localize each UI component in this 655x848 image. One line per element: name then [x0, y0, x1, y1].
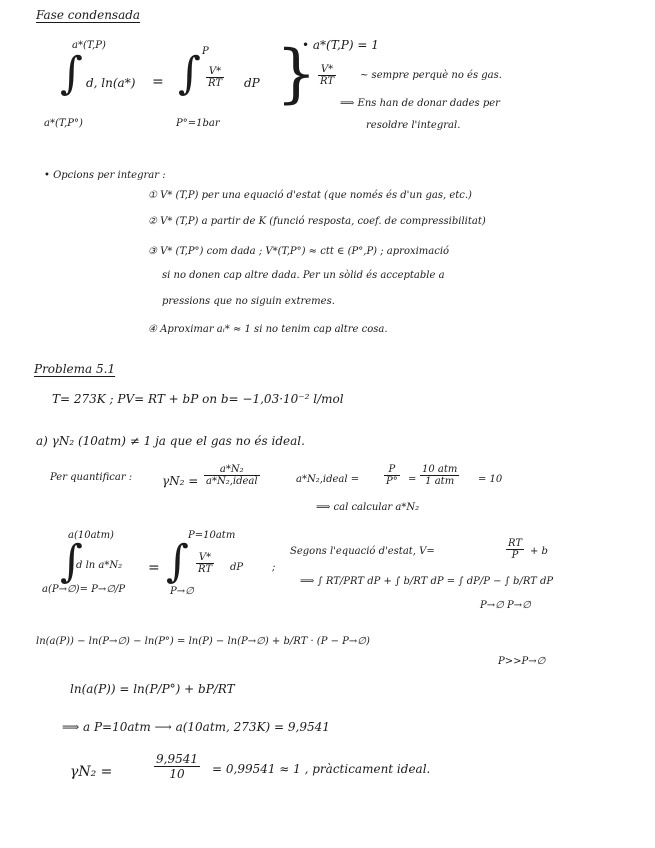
integral-4-dp: dP	[230, 562, 244, 573]
option-3-line-3: pressions que no siguin extremes.	[162, 296, 335, 307]
integral-2-upper: P	[202, 46, 209, 57]
integral-4-lower: P→∅	[170, 586, 194, 597]
note-activity-one: • a*(T,P) = 1	[302, 38, 379, 52]
fraction-denominator: 1 atm	[425, 476, 455, 487]
fraction-numerator: 9,9541	[156, 752, 198, 766]
gamma-lhs: γN₂ =	[162, 474, 199, 488]
note-fraction	[318, 64, 336, 87]
expansion-line: ⟹ ∫ RT/PRT dP + ∫ b/RT dP = ∫ dP/P − ∫ b/RT dP	[300, 576, 554, 587]
integral-1-lower: a*(T,P°)	[44, 118, 83, 129]
expansion-limits: P→∅ P→∅	[480, 600, 531, 611]
ideal-ratio-fraction	[420, 464, 459, 487]
fraction-denominator: 10	[169, 767, 185, 781]
fraction-denominator: P°	[386, 476, 398, 487]
option-1: ① V* (T,P) per una equació d'estat (que només és d'un gas, etc.)	[148, 190, 472, 201]
integral-2-dp: dP	[244, 76, 260, 90]
option-3-line-2: si no donen cap altre dada. Per un sòlid és acceptable a	[162, 270, 445, 281]
option-4: ④ Aproximar aᵢ* ≈ 1 si no tenim cap altre cosa.	[148, 324, 388, 335]
fraction-numerator: V*	[206, 66, 224, 78]
fraction-numerator: 10 atm	[422, 464, 458, 475]
integral-3-lower: a(P→∅)= P→∅/P	[42, 584, 126, 595]
right-brace: }	[276, 37, 317, 111]
integral-4-upper: P=10atm	[188, 530, 236, 541]
fraction-denominator: a*N₂,ideal	[206, 476, 258, 487]
equals-sign: =	[152, 74, 164, 90]
fraction-denominator: RT	[208, 78, 223, 89]
equals-sign: =	[148, 560, 160, 576]
option-3-line-1: ③ V* (T,P°) com dada ; V*(T,P°) ≈ ctt ∈ (P°,P) ; aproximació	[148, 246, 450, 257]
ideal-fraction	[384, 464, 400, 487]
state-equation-fraction	[506, 538, 524, 561]
problem-heading: Problema 5.1	[34, 362, 116, 376]
separator: ;	[272, 562, 276, 573]
ln-equation-2: ln(a(P)) = ln(P/P°) + bP/RT	[70, 682, 235, 696]
problem-given: T= 273K ; PV= RT + bP on b= −1,03·10⁻² l/mol	[52, 392, 344, 406]
integral-sign-3: ∫	[60, 536, 83, 587]
fraction-denominator: RT	[320, 76, 335, 87]
ideal-result: = 10	[478, 474, 503, 485]
integral-sign-4: ∫	[166, 536, 189, 587]
ln-equation-note: P>>P→∅	[498, 656, 546, 667]
section-heading: Fase condensada	[36, 8, 141, 22]
integral-4-fraction	[196, 552, 214, 575]
equals-sign: =	[408, 474, 417, 485]
fraction-numerator: RT	[508, 538, 523, 549]
fraction-denominator: RT	[198, 564, 213, 575]
integral-sign-2: ∫	[178, 48, 201, 99]
ideal-lhs: a*N₂,ideal =	[296, 474, 360, 485]
fraction-numerator: P	[384, 464, 400, 476]
options-intro: • Opcions per integrar :	[44, 170, 166, 181]
ln-equation-1: ln(a(P)) − ln(P→∅) − ln(P°) = ln(P) − ln(P→∅) + b/RT · (P − P→∅)	[36, 636, 370, 647]
part-a-statement: a) γN₂ (10atm) ≠ 1 ja que el gas no és ideal.	[36, 434, 305, 448]
integral-2-fraction	[206, 66, 224, 89]
fraction-denominator: P	[511, 550, 519, 561]
fraction-numerator: V*	[196, 552, 214, 564]
note-need-data: ⟹ Ens han de donar dades per	[340, 98, 500, 109]
integral-2-lower: P°=1bar	[176, 118, 220, 129]
final-result: = 0,99541 ≈ 1 , pràcticament ideal.	[212, 762, 431, 776]
final-fraction	[154, 752, 200, 781]
integral-1-integrand: d, ln(a*)	[86, 76, 136, 90]
note-solve-integral: resoldre l'integral.	[366, 120, 461, 131]
result-line: ⟹ a P=10atm ⟶ a(10atm, 273K) = 9,9541	[62, 720, 330, 734]
note-not-gas: ~ sempre perquè no és gas.	[360, 70, 502, 81]
fraction-numerator: V*	[318, 64, 336, 76]
integral-3-integrand: d ln a*N₂	[76, 560, 123, 571]
integral-1-upper: a*(T,P)	[72, 40, 106, 51]
quantify-label: Per quantificar :	[50, 472, 133, 483]
final-gamma-lhs: γN₂ =	[70, 764, 113, 780]
integral-sign-1: ∫	[60, 48, 83, 99]
state-equation-tail: + b	[530, 546, 548, 557]
integral-3-upper: a(10atm)	[68, 530, 114, 541]
state-equation-label: Segons l'equació d'estat, V=	[290, 546, 435, 557]
fraction-numerator: a*N₂	[204, 464, 260, 476]
option-2: ② V* (T,P) a partir de K (funció resposta, coef. de compressibilitat)	[148, 216, 486, 227]
gamma-fraction	[204, 464, 260, 487]
need-calc-note: ⟹ cal calcular a*N₂	[316, 502, 420, 513]
